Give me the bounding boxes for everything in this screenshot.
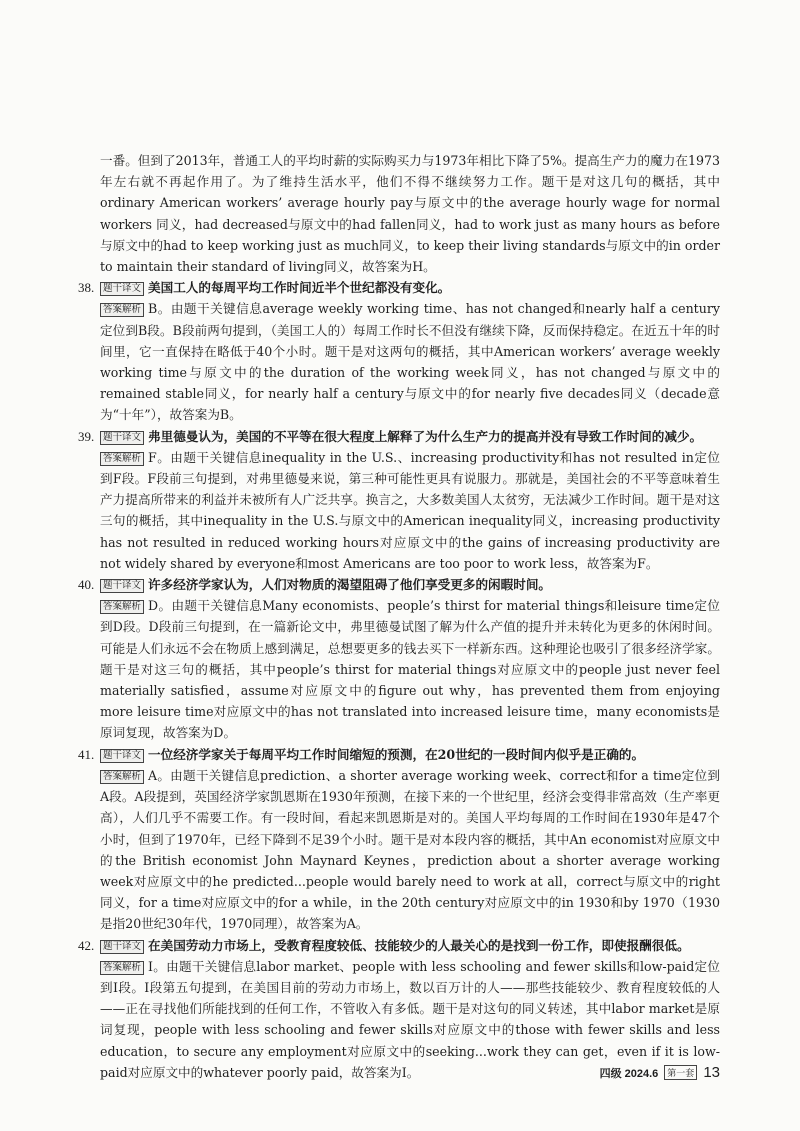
translation-text: 弗里德曼认为，美国的不平等在很大程度上解释了为什么生产力的提高并没有导致工作时间的减少。 (148, 428, 703, 444)
translation-tag: 题干译文 (100, 940, 144, 954)
question-block (78, 277, 720, 425)
analysis-tag: 答案解析 (100, 770, 144, 784)
question-translation (78, 426, 720, 447)
translation-text: 一位经济学家关于每周平均工作时间缩短的预测，在20世纪的一段时间内似乎是正确的。 (148, 746, 645, 762)
question-analysis (100, 298, 720, 425)
page-footer (600, 1064, 720, 1081)
question-number: 41. (78, 746, 95, 762)
question-number: 42. (78, 937, 95, 953)
footer-exam: 四级 2024.6 (599, 1067, 659, 1080)
question-number: 40. (78, 577, 95, 593)
analysis-tag: 答案解析 (100, 452, 144, 466)
question-translation (78, 574, 720, 595)
question-block (78, 744, 720, 935)
question-block (78, 574, 720, 744)
analysis-text: A。由题干关键信息prediction、a shorter average working week、correct和for a time定位到A段。A段提到，英国经济学家凯恩斯在1930年预测，在接下来的一个世纪里，经济会变得非常高效（生产率更高），人们几乎不需要工作。有一段时间，看起来凯恩斯是对的。美国人平均每周的工作时间在1930年是47个小时，但到了1970年，已经下降到不足39个小时。题干是对本段内容的概括，其中An economist对应原文中的the British economist John Maynard Keynes，prediction about a shorter average working week对应原文中的he predicted...people would barely need to work at all，correct与原文中的right同义，for a time对应原文中的for a while，in the 20th century对应原文中的in 1930和by 1970（1930是指20世纪30年代，1970同理），故答案为A。 (100, 767, 720, 932)
translation-text: 许多经济学家认为，人们对物质的渴望阻碍了他们享受更多的闲暇时间。 (148, 577, 552, 593)
question-translation (78, 744, 720, 765)
question-analysis (100, 765, 720, 935)
analysis-text: D。由题干关键信息Many economists、people’s thirst for material things和leisure time定位到D段。D段前三句提到，在一篇新论文中，弗里德曼试图了解为什么产值的提升并未转化为更多的休闲时间。可能是人们永远不会在物质上感到满足，总想要更多的钱去买下一样新东西。这种理论也吸引了很多经济学家。题干是对这三句的概括，其中people’s thirst for material things对应原文中的people just never feel materially satisfied，assume对应原文中的figure out why，has prevented them from enjoying more leisure time对应原文中的has not translated into increased leisure time，many economists是原词复现，故答案为D。 (100, 598, 720, 741)
translation-text: 美国工人的每周平均工作时间近半个世纪都没有变化。 (148, 280, 451, 296)
question-analysis (100, 595, 720, 743)
footer-set: 第一套 (664, 1065, 697, 1080)
question-block (78, 935, 720, 1083)
question-analysis (100, 447, 720, 574)
analysis-tag: 答案解析 (100, 961, 144, 975)
question-block (78, 426, 720, 574)
translation-tag: 题干译文 (100, 579, 144, 593)
analysis-tag: 答案解析 (100, 303, 144, 317)
translation-tag: 题干译文 (100, 749, 144, 763)
question-list (78, 277, 720, 1083)
analysis-text: F。由题干关键信息inequality in the U.S.、increasing productivity和has not resulted in定位到F段。F段前三句提到，对弗里德曼来说，第三种可能性更具有说服力。那就是，美国社会的不平等意味着生产力提高所带来的利益并未被所有人广泛共享。换言之，大多数美国人太贫穷，无法减少工作时间。题干是对这三句的概括，其中inequality in the U.S.与原文中的American inequality同义，increasing productivity has not resulted in reduced working hours对应原文中的the gains of increasing productivity are not widely shared by everyone和most Americans are too poor to work less，故答案为F。 (100, 449, 720, 571)
analysis-text: B。由题干关键信息average weekly working time、has not changed和nearly half a century定位到B段。B段前两句提到，（美国工人的）每周工作时长不但没有继续下降，反而保持稳定。在近五十年的时间里，它一直保持在略低于40个小时。题干是对这两句的概括，其中American workers’ average weekly working time与原文中的the duration of the working week同义，has not changed与原文中的remained stable同义，for nearly half a century与原文中的for nearly five decades同义（decade意为“十年”），故答案为B。 (100, 301, 720, 423)
analysis-text: I。由题干关键信息labor market、people with less schooling and fewer skills和low-paid定位到I段。I段第五句提到，在美国目前的劳动力市场上，数以百万计的人——那些技能较少、教育程度较低的人——正在寻找他们所能找到的任何工作，不管收入有多低。题干是对这句的同义转述，其中labor market是原词复现，people with less schooling and fewer skills对应原文中的those with fewer skills and less education，to secure any employment对应原文中的seeking...work they can get，even if it is low-paid对应原文中的whatever poorly paid，故答案为I。 (100, 958, 720, 1080)
question-translation (78, 935, 720, 956)
question-number: 38. (78, 280, 95, 296)
page-number: 13 (703, 1064, 720, 1081)
analysis-tag: 答案解析 (100, 600, 144, 614)
question-number: 39. (78, 428, 95, 444)
translation-text: 在美国劳动力市场上，受教育程度较低、技能较少的人最关心的是找到一份工作，即使报酬很低。 (148, 937, 690, 953)
question-translation (78, 277, 720, 298)
translation-tag: 题干译文 (100, 282, 144, 296)
intro-paragraph: 一番。但到了2013年，普通工人的平均时薪的实际购买力与1973年相比下降了5%。提高生产力的魔力在1973年左右就不再起作用了。为了维持生活水平，他们不得不继续努力工作。题干是对这几句的概括，其中ordinary American workers’ average hourly pay与原文中的the average hourly wage for normal workers 同义，had decreased与原文中的had fallen同义，had to work just as many hours as before与原文中的had to keep working just as much同义，to keep their living standards与原文中的in order to maintain their standard of living同义，故答案为H。 (100, 153, 720, 275)
translation-tag: 题干译文 (100, 431, 144, 445)
